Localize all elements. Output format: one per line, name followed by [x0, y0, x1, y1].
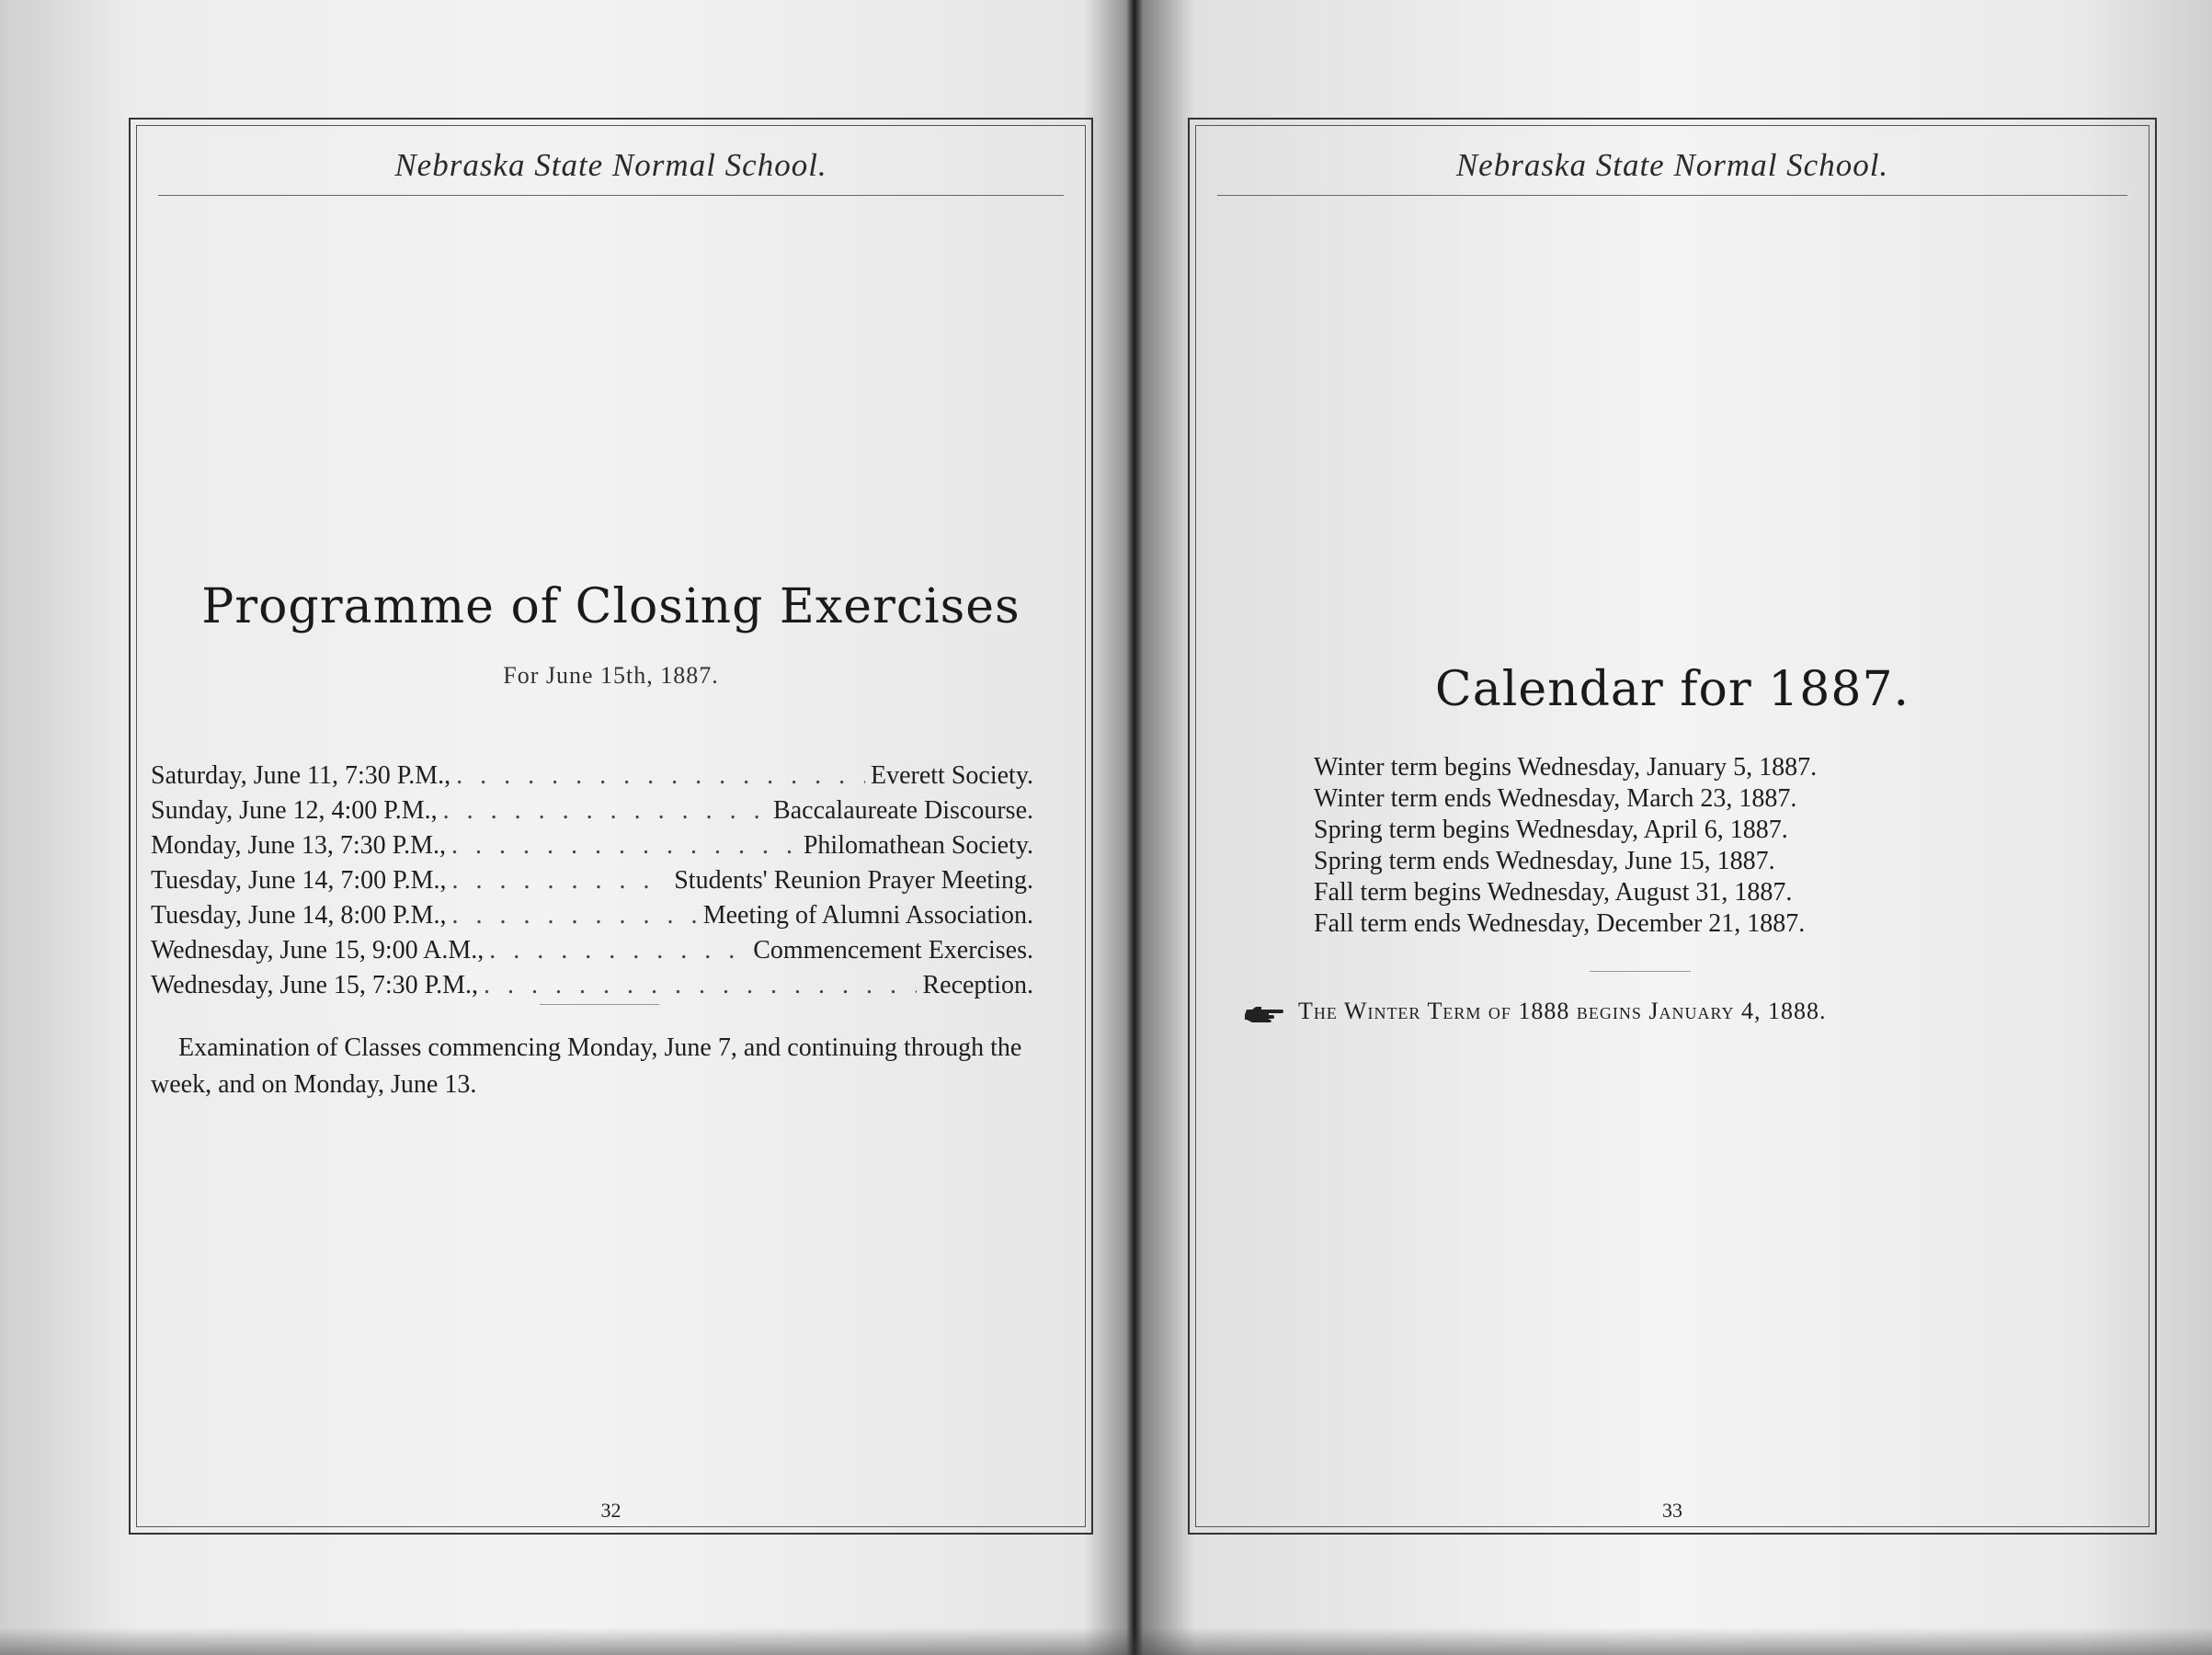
programme-time: Tuesday, June 14, 8:00 P.M., — [151, 901, 447, 930]
left-head-rule — [158, 195, 1064, 196]
right-running-head: Nebraska State Normal School. — [1455, 147, 1889, 183]
right-head-rule — [1217, 195, 2127, 196]
programme-time: Sunday, June 12, 4:00 P.M., — [151, 796, 438, 825]
programme-row — [151, 863, 1033, 898]
programme-row — [151, 898, 1033, 933]
calendar-item: Fall term ends Wednesday, December 21, 1887. — [1314, 909, 1806, 938]
programme-time: Saturday, June 11, 7:30 P.M., — [151, 761, 451, 790]
calendar-title: Calendar for 1887. — [1434, 662, 1910, 717]
left-page-frame — [129, 118, 1093, 1535]
programme-row — [151, 793, 1033, 828]
programme-list — [151, 759, 1033, 1003]
programme-subtitle: For June 15th, 1887. — [503, 662, 719, 689]
book-gutter — [1126, 0, 1143, 1655]
programme-title: Programme of Closing Exercises — [201, 579, 1020, 634]
calendar-item: Spring term begins Wednesday, April 6, 1887. — [1314, 816, 1788, 844]
programme-time: Wednesday, June 15, 9:00 A.M., — [151, 936, 485, 964]
pointing-hand-icon — [1245, 1004, 1285, 1022]
winter-term-notice-text: The Winter Term of 1888 begins January 4, 1888. — [1298, 998, 1827, 1024]
programme-time: Monday, June 13, 7:30 P.M., — [151, 831, 446, 860]
programme-event: Commencement Exercises. — [753, 936, 1033, 964]
calendar-list — [1314, 752, 1976, 940]
calendar-item: Winter term begins Wednesday, January 5, 1887. — [1314, 753, 1818, 782]
programme-event: Baccalaureate Discourse. — [773, 796, 1033, 825]
programme-divider — [540, 1004, 659, 1005]
programme-row — [151, 968, 1033, 1003]
dot-leader — [456, 759, 865, 793]
programme-event: Meeting of Alumni Association. — [702, 901, 1033, 930]
dot-leader — [484, 968, 917, 1003]
programme-event: Reception. — [922, 971, 1033, 999]
programme-event: Philomathean Society. — [803, 831, 1033, 860]
winter-term-notice — [1245, 998, 2072, 1025]
dot-leader — [452, 863, 669, 898]
page-edge-shadow — [0, 1627, 2212, 1655]
right-page-number: 33 — [1662, 1499, 1682, 1522]
programme-event: Students' Reunion Prayer Meeting. — [674, 866, 1033, 895]
exam-note: Examination of Classes commencing Monday, June 7, and continuing through the week, and on Monday, June 13. — [151, 1033, 1022, 1099]
left-page-number: 32 — [600, 1499, 621, 1522]
programme-row — [151, 828, 1033, 863]
left-running-head: Nebraska State Normal School. — [394, 147, 827, 183]
dot-leader — [489, 933, 747, 968]
calendar-item: Fall term begins Wednesday, August 31, 1887. — [1314, 878, 1793, 907]
dot-leader — [443, 793, 768, 828]
calendar-item: Winter term ends Wednesday, March 23, 1887. — [1314, 784, 1797, 813]
programme-time: Wednesday, June 15, 7:30 P.M., — [151, 971, 479, 999]
dot-leader — [451, 828, 798, 863]
dot-leader — [452, 898, 698, 933]
calendar-item: Spring term ends Wednesday, June 15, 1887. — [1314, 847, 1775, 875]
programme-row — [151, 933, 1033, 968]
programme-event: Everett Society. — [870, 761, 1033, 790]
programme-time: Tuesday, June 14, 7:00 P.M., — [151, 866, 447, 895]
right-page-frame — [1188, 118, 2157, 1535]
programme-row — [151, 759, 1033, 793]
calendar-divider — [1590, 971, 1691, 972]
